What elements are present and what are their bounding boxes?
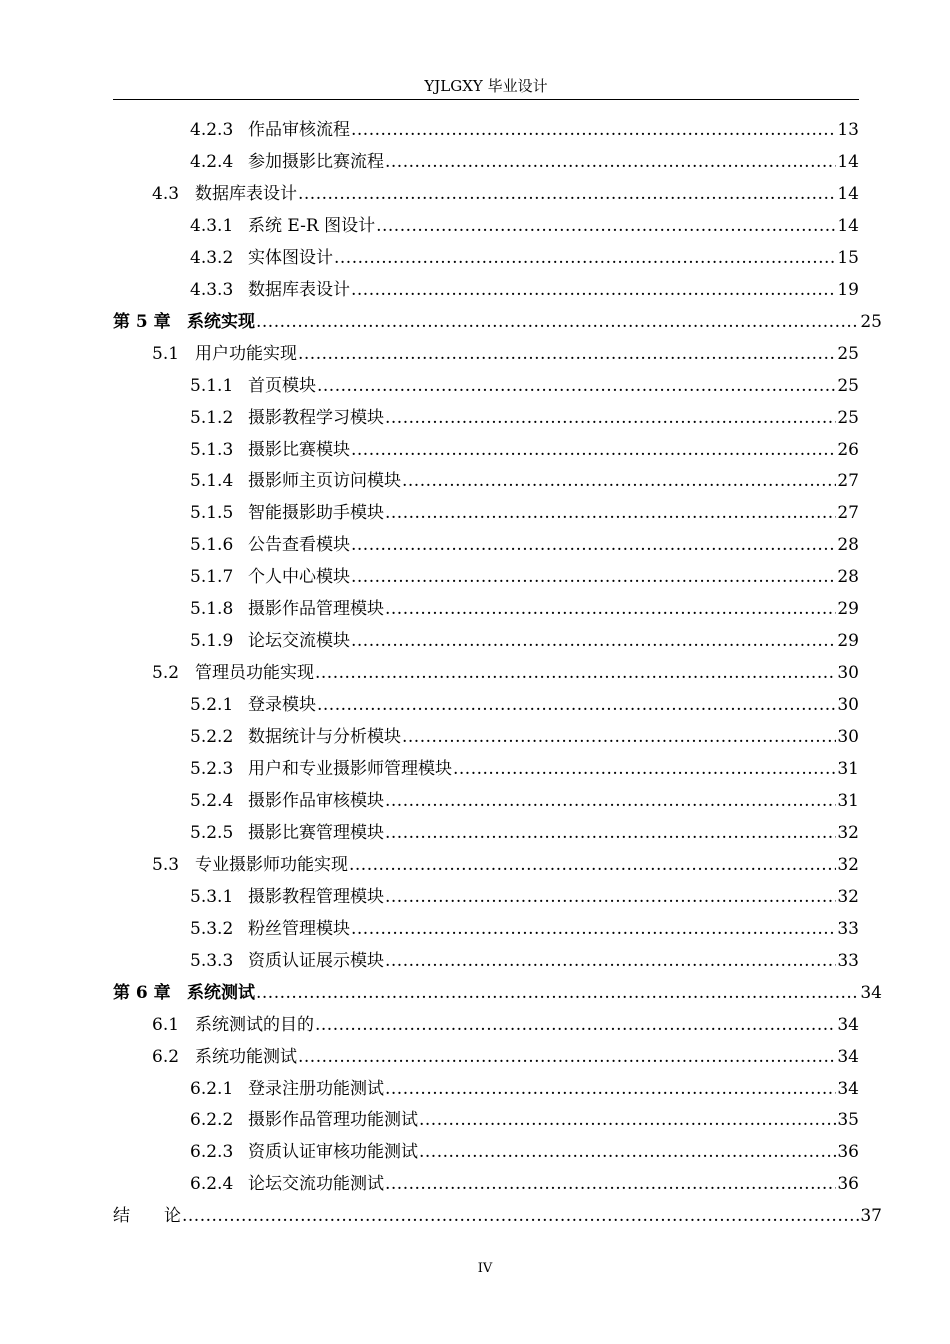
toc-entry-page: 25 (837, 343, 859, 364)
toc-entry-title: 摄影师主页访问模块 (248, 471, 401, 492)
toc-section-entry[interactable] (190, 437, 859, 463)
toc-section-entry[interactable] (190, 117, 859, 143)
toc-entry-number: 6.2.3 (190, 1142, 234, 1163)
toc-section-entry[interactable] (190, 916, 859, 942)
toc-entry-page: 28 (837, 567, 859, 588)
toc-section-entry[interactable] (190, 405, 859, 431)
toc-entry-title: 摄影比赛模块 (248, 439, 350, 460)
toc-section-entry[interactable] (190, 277, 859, 303)
toc-dot-leader (385, 149, 836, 175)
toc-entry-number: 6.2.4 (190, 1174, 234, 1195)
toc-entry-title: 系统实现 (187, 311, 255, 332)
toc-dot-leader (298, 1044, 836, 1070)
toc-entry-title: 登录模块 (248, 695, 316, 716)
toc-entry-title: 系统 E-R 图设计 (248, 215, 376, 236)
toc-dot-leader (385, 884, 836, 910)
toc-entry-page: 34 (837, 1078, 859, 1099)
toc-section-entry[interactable] (190, 149, 859, 175)
toc-dot-leader (385, 948, 836, 974)
toc-entry-title: 摄影比赛管理模块 (248, 822, 384, 843)
toc-entry-number: 5.1 (152, 343, 180, 364)
toc-dot-leader (385, 1076, 836, 1102)
toc-entry-number: 第 6 章 (113, 982, 171, 1003)
toc-dot-leader (385, 820, 836, 846)
toc-dot-leader (349, 852, 836, 878)
toc-entry-page: 27 (837, 471, 859, 492)
toc-entry-number: 5.1.9 (190, 631, 234, 652)
toc-entry-page: 14 (837, 151, 859, 172)
toc-dot-leader (453, 756, 836, 782)
toc-entry-title: 个人中心模块 (248, 567, 350, 588)
toc-dot-leader (385, 788, 836, 814)
toc-entry-title: 摄影教程学习模块 (248, 407, 384, 428)
toc-entry-page: 32 (837, 822, 859, 843)
toc-dot-leader (419, 1107, 836, 1133)
toc-entry-title: 系统测试的目的 (195, 1014, 314, 1035)
toc-section-entry[interactable] (190, 564, 859, 590)
toc-dot-leader (402, 468, 836, 494)
toc-entry-title: 登录注册功能测试 (248, 1078, 384, 1099)
toc-entry-number: 4.2.3 (190, 120, 234, 140)
toc-entry-page: 26 (837, 439, 859, 460)
toc-section-entry[interactable] (190, 692, 859, 718)
toc-entry-page: 14 (837, 183, 859, 204)
toc-entry-title: 参加摄影比赛流程 (248, 151, 384, 172)
toc-dot-leader (351, 564, 836, 590)
toc-dot-leader (385, 596, 836, 622)
toc-entry-number: 5.1.6 (190, 535, 234, 556)
toc-dot-leader (317, 373, 836, 399)
toc-entry-page: 25 (837, 407, 859, 428)
toc-entry-title: 结论 (113, 1206, 215, 1227)
toc-dot-leader (315, 1012, 836, 1038)
toc-entry-number: 5.2.3 (190, 759, 234, 779)
toc-entry-page: 36 (837, 1174, 859, 1195)
toc-entry-number: 4.3.1 (190, 215, 234, 236)
toc-entry-title: 公告查看模块 (248, 535, 350, 556)
toc-entry-number: 5.3.1 (190, 886, 234, 907)
toc-entry-page: 27 (837, 503, 859, 524)
toc-dot-leader (419, 1139, 836, 1165)
toc-entry-page: 29 (837, 599, 859, 620)
toc-entry-page: 13 (837, 120, 859, 140)
toc-chapter-entry[interactable] (113, 309, 882, 335)
toc-entry-title: 摄影作品管理模块 (248, 599, 384, 620)
toc-dot-leader (351, 916, 836, 942)
toc-entry-number: 5.2 (152, 663, 180, 684)
toc-entry-page: 33 (837, 918, 859, 939)
toc-entry-page: 15 (837, 247, 859, 268)
toc-section-entry[interactable] (190, 1171, 859, 1197)
toc-section-entry[interactable] (190, 884, 859, 910)
header-rule (113, 99, 859, 100)
toc-entry-page: 31 (837, 759, 859, 779)
toc-section-entry[interactable] (190, 245, 859, 271)
toc-entry-title: 实体图设计 (248, 247, 333, 268)
toc-dot-leader (385, 405, 836, 431)
toc-entry-title: 首页模块 (248, 375, 316, 396)
toc-section-entry[interactable] (190, 724, 859, 750)
toc-entry-title: 系统功能测试 (195, 1046, 297, 1067)
toc-entry-number: 6.2.2 (190, 1110, 234, 1131)
toc-entry-number: 5.1.5 (190, 503, 234, 524)
toc-entry-page: 30 (837, 727, 859, 748)
running-header: YJLGXY 毕业设计 (424, 77, 548, 95)
toc-entry-number: 5.3.2 (190, 918, 234, 939)
toc-section-entry[interactable] (152, 852, 859, 878)
toc-entry-title: 摄影教程管理模块 (248, 886, 384, 907)
toc-entry-page: 35 (837, 1110, 859, 1131)
toc-entry-page: 34 (837, 1046, 859, 1067)
toc-section-entry[interactable] (190, 788, 859, 814)
toc-entry-page: 34 (837, 1014, 859, 1035)
toc-entry-page: 34 (860, 982, 882, 1003)
toc-section-entry[interactable] (152, 181, 859, 207)
toc-section-entry[interactable] (190, 756, 859, 782)
toc-section-entry[interactable] (190, 596, 859, 622)
toc-dot-leader (351, 277, 836, 303)
toc-entry-title: 资质认证展示模块 (248, 950, 384, 971)
toc-entry-page: 36 (837, 1142, 859, 1163)
page-number: IV (477, 1261, 493, 1276)
toc-dot-leader (351, 532, 836, 558)
toc-entry-title: 数据库表设计 (195, 183, 297, 204)
toc-section-entry[interactable] (152, 1012, 859, 1038)
toc-entry-number: 5.1.3 (190, 439, 234, 460)
toc-entry-number: 5.1.2 (190, 407, 234, 428)
toc-entry-title: 智能摄影助手模块 (248, 503, 384, 524)
toc-section-entry[interactable] (190, 373, 859, 399)
toc-section-entry[interactable] (190, 1076, 859, 1102)
toc-entry-title: 论坛交流模块 (248, 631, 350, 652)
toc-chapter-entry[interactable] (113, 980, 882, 1006)
toc-conclusion-entry[interactable] (113, 1203, 882, 1229)
toc-section-entry[interactable] (190, 213, 859, 239)
toc-entry-page: 30 (837, 663, 859, 684)
toc-entry-title: 用户功能实现 (195, 343, 297, 364)
toc-entry-title: 摄影作品管理功能测试 (248, 1110, 418, 1131)
toc-dot-leader (402, 724, 836, 750)
toc-entry-number: 5.2.1 (190, 695, 234, 716)
toc-section-entry[interactable] (190, 628, 859, 654)
toc-entry-page: 37 (860, 1206, 882, 1227)
toc-dot-leader (315, 660, 836, 686)
toc-dot-leader (317, 692, 836, 718)
toc-entry-title: 数据统计与分析模块 (248, 727, 401, 748)
toc-entry-title: 系统测试 (187, 982, 255, 1003)
toc-entry-title: 论坛交流功能测试 (248, 1174, 384, 1195)
toc-entry-page: 25 (860, 311, 882, 332)
toc-dot-leader (351, 437, 836, 463)
toc-entry-number: 5.1.4 (190, 471, 234, 492)
toc-dot-leader (298, 341, 836, 367)
toc-entry-number: 4.3.3 (190, 279, 234, 300)
toc-section-entry[interactable] (190, 468, 859, 494)
toc-section-entry[interactable] (190, 532, 859, 558)
toc-section-entry[interactable] (190, 1139, 859, 1165)
toc-entry-page: 14 (837, 215, 859, 236)
toc-entry-number: 6.2 (152, 1046, 180, 1067)
toc-dot-leader (298, 181, 836, 207)
toc-dot-leader (385, 500, 836, 526)
toc-section-entry[interactable] (152, 1044, 859, 1070)
toc-dot-leader (334, 245, 836, 271)
toc-entry-title: 专业摄影师功能实现 (195, 854, 348, 875)
toc-entry-title: 作品审核流程 (248, 120, 350, 140)
toc-entry-page: 30 (837, 695, 859, 716)
toc-section-entry[interactable] (190, 820, 859, 846)
toc-entry-number: 5.2.5 (190, 822, 234, 843)
toc-entry-number: 5.3.3 (190, 950, 234, 971)
toc-section-entry[interactable] (190, 948, 859, 974)
toc-entry-page: 32 (837, 886, 859, 907)
toc-entry-title: 摄影作品审核模块 (248, 790, 384, 811)
toc-entry-title: 数据库表设计 (248, 279, 350, 300)
toc-entry-number: 5.2.4 (190, 790, 234, 811)
toc-entry-number: 4.3.2 (190, 247, 234, 268)
toc-dot-leader (256, 980, 859, 1006)
toc-entry-title: 用户和专业摄影师管理模块 (248, 759, 452, 779)
toc-entry-page: 25 (837, 375, 859, 396)
toc-entry-number: 4.2.4 (190, 151, 234, 172)
toc-dot-leader (182, 1203, 859, 1229)
toc-entry-number: 6.2.1 (190, 1078, 234, 1099)
toc-entry-page: 31 (837, 790, 859, 811)
toc-entry-page: 19 (837, 279, 859, 300)
toc-entry-number: 5.1.7 (190, 567, 234, 588)
toc-entry-page: 33 (837, 950, 859, 971)
toc-dot-leader (256, 309, 859, 335)
toc-entry-number: 5.1.8 (190, 599, 234, 620)
toc-section-entry[interactable] (190, 500, 859, 526)
toc-section-entry[interactable] (152, 341, 859, 367)
toc-entry-number: 第 5 章 (113, 311, 171, 332)
toc-dot-leader (351, 117, 836, 143)
toc-section-entry[interactable] (152, 660, 859, 686)
toc-entry-number: 5.3 (152, 854, 180, 875)
toc-entry-number: 4.3 (152, 183, 180, 204)
toc-entry-page: 28 (837, 535, 859, 556)
toc-entry-number: 6.1 (152, 1014, 180, 1035)
toc-entry-page: 32 (837, 854, 859, 875)
toc-entry-title: 资质认证审核功能测试 (248, 1142, 418, 1163)
toc-dot-leader (385, 1171, 836, 1197)
toc-entry-number: 5.2.2 (190, 727, 234, 748)
toc-section-entry[interactable] (190, 1107, 859, 1133)
toc-entry-page: 29 (837, 631, 859, 652)
toc-dot-leader (376, 213, 836, 239)
toc-entry-title: 管理员功能实现 (195, 663, 314, 684)
toc-dot-leader (351, 628, 836, 654)
toc-entry-number: 5.1.1 (190, 375, 234, 396)
toc-entry-title: 粉丝管理模块 (248, 918, 350, 939)
